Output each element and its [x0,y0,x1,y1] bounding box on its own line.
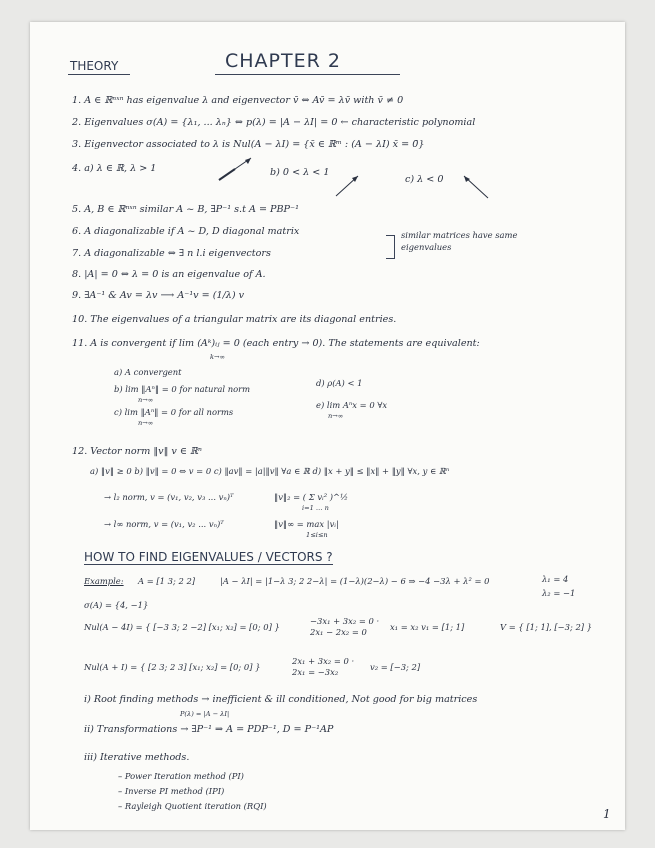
convergent-option-d: d) ρ(A) < 1 [316,378,363,388]
theory-item-8: 8. |A| = 0 ⇔ λ = 0 is an eigenvalue of A. [72,269,266,280]
nul2-result: v₂ = [−3; 2] [370,662,421,672]
nul-a-minus-4i: Nul(A − 4I) = { [−3 3; 2 −2] [x₁; x₂] = [0; 0] } [84,622,280,632]
example-label: Example: [84,576,124,586]
method-ii: ii) Transformations → ∃P⁻¹ ⇒ A = PDP⁻¹, D = P⁻¹AP [84,724,334,735]
linf-norm-label: → l∞ norm, v = (v₁, v₂ ... vₙ)ᵀ [104,519,224,529]
theory-item-3: 3. Eigenvector associated to λ is Nul(A − λI) = {x̄ ∈ ℝᵐ : (A − λI) x̄ = 0̄} [72,139,425,150]
option-e-subscript: n→∞ [328,412,344,420]
method-i: i) Root finding methods → inefficient & ill conditioned, Not good for big matrices [84,694,478,705]
method-iii-pi: – Power Iteration method (PI) [118,771,244,781]
method-iii-ipi: – Inverse PI method (IPI) [118,786,225,796]
page-number: 1 [603,807,611,821]
linf-norm-subscript: 1≤i≤n [306,531,328,539]
theory-item-11: 11. A is convergent if lim (Aᵏ)ᵢⱼ = 0 (each entry → 0). The statements are equivalent: [72,338,480,349]
theory-item-5: 5. A, B ∈ ℝⁿˣⁿ similar A ~ B, ∃P⁻¹ s.t A = PBP⁻¹ [72,204,299,215]
method-i-subtext: P(λ) = |A − λI| [180,710,230,718]
characteristic-polynomial: |A − λI| = |1−λ 3; 2 2−λ| = (1−λ)(2−λ) − 6 ⇒ −4 −3λ + λ² = 0 [220,576,490,586]
eigenvector-set: V = { [1; 1], [−3; 2] } [500,622,593,632]
theory-item-12: 12. Vector norm ‖v‖ v ∈ ℝⁿ [72,446,202,457]
section-title: HOW TO FIND EIGENVALUES / VECTORS ? [84,550,333,564]
spectrum: σ(A) = {4, −1} [84,600,149,610]
theory-item-4b: b) 0 < λ < 1 [270,167,330,178]
theory-item-4a: 4. a) λ ∈ ℝ, λ > 1 [72,163,157,174]
theory-item-10: 10. The eigenvalues of a triangular matrix are its diagonal entries. [72,314,397,325]
eigenvalue-2: λ₂ = −1 [542,588,576,598]
theory-item-4c: c) λ < 0 [405,174,444,185]
eigenvalue-1: λ₁ = 4 [542,574,569,584]
chapter-underline [215,74,400,75]
method-iii-rqi: – Rayleigh Quotient iteration (RQI) [118,801,267,811]
theory-item-2: 2. Eigenvalues σ(A) = {λ₁, ... λₙ} ⇔ p(λ) = |A − λI| = 0 ← characteristic polynomial [72,117,476,128]
norm-properties: a) ‖v‖ ≥ 0 b) ‖v‖ = 0 ⇔ v = 0 c) ‖av‖ = |a|‖v‖ ∀a ∈ ℝ d) ‖x + y‖ ≤ ‖x‖ + ‖y‖ ∀x, y ∈ ℝⁿ [90,466,450,476]
linf-norm-formula: ‖v‖∞ = max |vᵢ| [274,519,339,529]
option-b-subscript: n→∞ [138,396,154,404]
similar-matrices-note: similar matrices have same eigenvalues [401,230,518,252]
limit-subscript: k→∞ [210,353,226,361]
convergent-option-b: b) lim ‖Aⁿ‖ = 0 for natural norm [114,384,251,394]
similarity-bracket [386,235,395,259]
theory-item-1: 1. A ∈ ℝⁿˣⁿ has eigenvalue λ and eigenvector v̄ ⇔ Av̄ = λv̄ with v̄ ≠ 0 [72,95,404,106]
convergent-option-c: c) lim ‖Aⁿ‖ = 0 for all norms [114,407,234,417]
l2-norm-label: → l₂ norm, v = (v₁, v₂, v₃ ... vₙ)ᵀ [104,492,234,502]
theory-heading: THEORY [70,59,119,73]
eigen-stretch-sketch [215,154,255,184]
convergent-option-a: a) A convergent [114,367,182,377]
option-c-subscript: n→∞ [138,419,154,427]
theory-item-6: 6. A diagonalizable if A ~ D, D diagonal matrix [72,226,300,237]
l2-norm-limits: i=1 … n [302,504,329,512]
method-iii: iii) Iterative methods. [84,752,190,763]
theory-item-7: 7. A diagonalizable ⇔ ∃ n l.i eigenvectors [72,248,271,259]
theory-item-9: 9. ∃A⁻¹ & Av = λv ⟶ A⁻¹v = (1/λ) v [72,290,245,301]
nul2-equations: 2x₁ + 3x₂ = 0 · 2x₁ = −3x₂ [292,656,355,677]
chapter-title: CHAPTER 2 [225,50,341,72]
notebook-page [30,22,625,830]
nul1-result: x₁ = x₂ v₁ = [1; 1] [390,622,465,632]
eigen-shrink-sketch [332,172,362,200]
nul1-equations: −3x₁ + 3x₂ = 0 · 2x₁ − 2x₂ = 0 [310,616,380,637]
example-matrix: A = [1 3; 2 2] [138,576,196,586]
convergent-option-e: e) lim Aⁿx = 0 ∀x [316,400,388,410]
l2-norm-formula: ‖v‖₂ = ( Σ vᵢ² )^½ [274,492,349,502]
eigen-flip-sketch [460,172,492,202]
theory-underline [68,74,130,75]
nul-a-plus-i: Nul(A + I) = { [2 3; 2 3] [x₁; x₂] = [0; 0] } [84,662,261,672]
